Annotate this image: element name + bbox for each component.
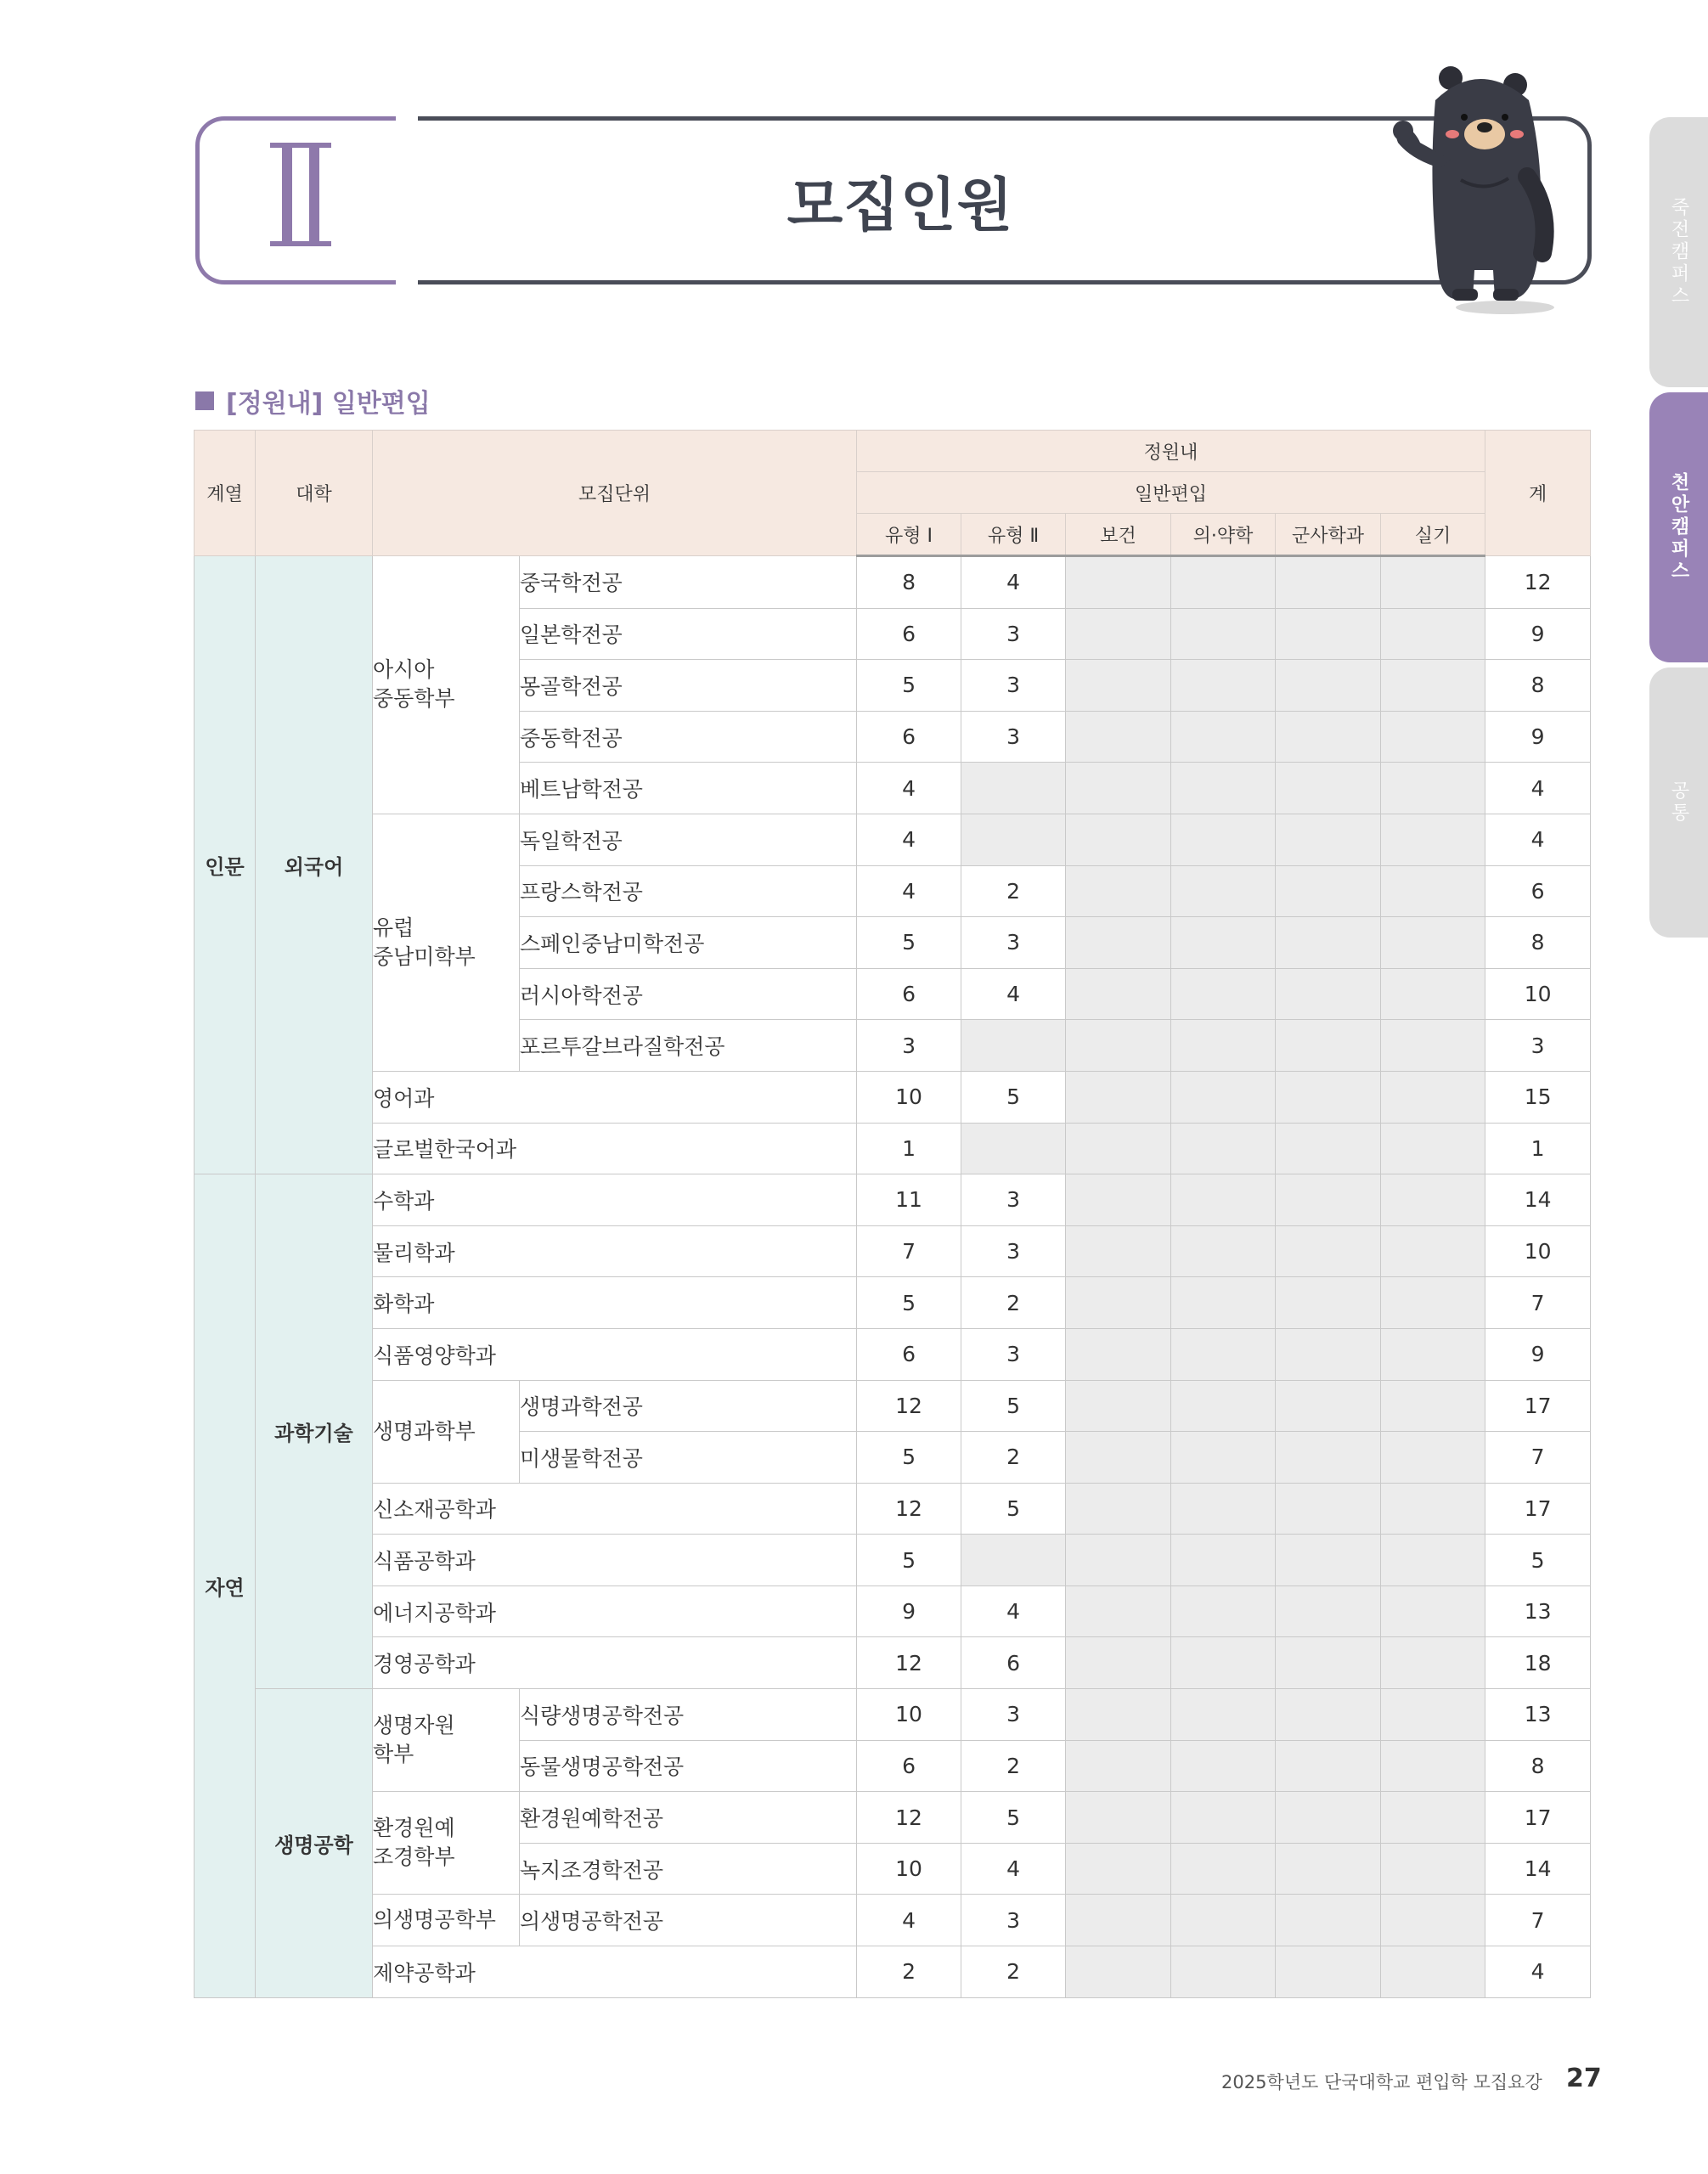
type1-cell: 3 [857,1020,961,1072]
health-cell [1066,556,1171,609]
table-row [194,814,1591,865]
medpharm-cell [1171,1895,1276,1946]
unit-cell: 녹지조경학전공 [520,1843,857,1895]
type2-cell: 2 [961,1277,1066,1329]
type2-cell: 4 [961,556,1066,609]
type2-cell: 5 [961,1380,1066,1432]
unit-cell: 동물생명공학전공 [520,1740,857,1792]
table-row [194,1792,1591,1844]
type2-cell [961,1535,1066,1586]
bear-mascot-icon [1369,66,1564,318]
header-college: 대학 [256,431,373,556]
medpharm-cell [1171,1123,1276,1174]
category-cell: 인문 [194,556,256,1174]
military-cell [1276,1689,1381,1741]
unit-cell: 경영공학과 [373,1637,857,1689]
type2-cell: 3 [961,1689,1066,1741]
square-bullet-icon [195,391,214,410]
type1-cell: 6 [857,608,961,660]
health-cell [1066,1174,1171,1226]
type2-cell: 3 [961,1895,1066,1946]
type1-cell: 12 [857,1483,961,1535]
health-cell [1066,1328,1171,1380]
table-row [194,1380,1591,1432]
unit-cell: 수학과 [373,1174,857,1226]
unit-cell: 영어과 [373,1071,857,1123]
unit-cell: 식량생명공학전공 [520,1689,857,1741]
total-cell: 15 [1485,1071,1591,1123]
table-row [194,1895,1591,1946]
footer-text: 2025학년도 단국대학교 편입학 모집요강 [1221,2072,1542,2092]
practical-cell [1381,1432,1485,1484]
table-row [194,1483,1591,1535]
type1-cell: 4 [857,763,961,814]
unit-cell: 베트남학전공 [520,763,857,814]
total-cell: 4 [1485,814,1591,865]
college-cell: 외국어 [256,556,373,1174]
health-cell [1066,1895,1171,1946]
type1-cell: 5 [857,1432,961,1484]
practical-cell [1381,1174,1485,1226]
type2-cell: 2 [961,1946,1066,1998]
type2-cell [961,814,1066,865]
total-cell: 10 [1485,968,1591,1020]
unit-cell: 물리학과 [373,1225,857,1277]
type2-cell: 2 [961,1740,1066,1792]
health-cell [1066,1483,1171,1535]
practical-cell [1381,1585,1485,1637]
total-cell: 8 [1485,660,1591,712]
total-cell: 8 [1485,1740,1591,1792]
military-cell [1276,711,1381,763]
total-cell: 1 [1485,1123,1591,1174]
type1-cell: 10 [857,1843,961,1895]
type2-cell: 4 [961,968,1066,1020]
health-cell [1066,968,1171,1020]
college-cell: 생명공학 [256,1689,373,1998]
health-cell [1066,1380,1171,1432]
type2-cell: 5 [961,1792,1066,1844]
total-cell: 14 [1485,1174,1591,1226]
table-row [194,1535,1591,1586]
total-cell: 4 [1485,763,1591,814]
unit-cell: 프랑스학전공 [520,865,857,917]
military-cell [1276,1071,1381,1123]
health-cell [1066,1637,1171,1689]
health-cell [1066,1432,1171,1484]
unit-cell: 중동학전공 [520,711,857,763]
page-number: 27 [1566,2064,1602,2093]
unit-cell: 미생물학전공 [520,1432,857,1484]
medpharm-cell [1171,660,1276,712]
military-cell [1276,814,1381,865]
table-row [194,1277,1591,1329]
type1-cell: 5 [857,1535,961,1586]
page-title: 모집인원 [786,172,1014,239]
type1-cell: 10 [857,1689,961,1741]
type2-cell [961,1123,1066,1174]
unit-cell: 러시아학전공 [520,968,857,1020]
unit-cell: 중국학전공 [520,556,857,609]
military-cell [1276,1895,1381,1946]
table-row [194,556,1591,609]
side-tab-jukjeon[interactable]: 죽전캠퍼스 [1649,117,1708,387]
health-cell [1066,917,1171,969]
health-cell [1066,1946,1171,1998]
unit-cell: 제약공학과 [373,1946,857,1998]
military-cell [1276,968,1381,1020]
header-medpharm: 의·약학 [1171,514,1276,556]
total-cell: 18 [1485,1637,1591,1689]
header-subgroup: 일반편입 [857,472,1485,514]
type2-cell: 5 [961,1483,1066,1535]
unit-cell: 스페인중남미학전공 [520,917,857,969]
health-cell [1066,711,1171,763]
type1-cell: 6 [857,1328,961,1380]
type2-cell: 3 [961,1328,1066,1380]
section-title: [정원내] 일반편입 [195,382,431,420]
unit-cell: 에너지공학과 [373,1585,857,1637]
medpharm-cell [1171,1380,1276,1432]
practical-cell [1381,1380,1485,1432]
military-cell [1276,556,1381,609]
total-cell: 14 [1485,1843,1591,1895]
division-cell: 의생명공학부 [373,1895,520,1946]
table-row [194,1225,1591,1277]
type1-cell: 2 [857,1946,961,1998]
military-cell [1276,1020,1381,1072]
type2-cell [961,1020,1066,1072]
medpharm-cell [1171,1277,1276,1329]
medpharm-cell [1171,814,1276,865]
practical-cell [1381,1071,1485,1123]
military-cell [1276,1225,1381,1277]
practical-cell [1381,1328,1485,1380]
type1-cell: 6 [857,711,961,763]
practical-cell [1381,1895,1485,1946]
unit-cell: 생명과학전공 [520,1380,857,1432]
medpharm-cell [1171,1585,1276,1637]
division-cell: 환경원예 조경학부 [373,1792,520,1895]
header-total: 계 [1485,431,1591,556]
total-cell: 7 [1485,1277,1591,1329]
practical-cell [1381,1946,1485,1998]
practical-cell [1381,1123,1485,1174]
type1-cell: 5 [857,1277,961,1329]
health-cell [1066,1689,1171,1741]
medpharm-cell [1171,608,1276,660]
practical-cell [1381,814,1485,865]
type2-cell [961,763,1066,814]
military-cell [1276,917,1381,969]
health-cell [1066,660,1171,712]
military-cell [1276,763,1381,814]
health-cell [1066,1585,1171,1637]
table-row [194,1689,1591,1741]
practical-cell [1381,968,1485,1020]
type1-cell: 5 [857,660,961,712]
total-cell: 12 [1485,556,1591,609]
medpharm-cell [1171,1689,1276,1741]
military-cell [1276,1585,1381,1637]
type2-cell: 3 [961,660,1066,712]
type2-cell: 3 [961,608,1066,660]
medpharm-cell [1171,865,1276,917]
medpharm-cell [1171,968,1276,1020]
practical-cell [1381,1689,1485,1741]
header-health: 보건 [1066,514,1171,556]
division-cell: 생명과학부 [373,1380,520,1483]
type1-cell: 12 [857,1637,961,1689]
total-cell: 5 [1485,1535,1591,1586]
division-cell: 생명자원 학부 [373,1689,520,1792]
total-cell: 13 [1485,1689,1591,1741]
military-cell [1276,1432,1381,1484]
table-row [194,1174,1591,1226]
type1-cell: 5 [857,917,961,969]
unit-cell: 포르투갈브라질학전공 [520,1020,857,1072]
type1-cell: 4 [857,1895,961,1946]
type2-cell: 4 [961,1843,1066,1895]
unit-cell: 식품영양학과 [373,1328,857,1380]
total-cell: 17 [1485,1483,1591,1535]
practical-cell [1381,1637,1485,1689]
type1-cell: 6 [857,968,961,1020]
type2-cell: 3 [961,917,1066,969]
practical-cell [1381,711,1485,763]
type1-cell: 11 [857,1174,961,1226]
header-type1: 유형 Ⅰ [857,514,961,556]
total-cell: 6 [1485,865,1591,917]
type2-cell: 3 [961,711,1066,763]
practical-cell [1381,1535,1485,1586]
total-cell: 13 [1485,1585,1591,1637]
practical-cell [1381,1020,1485,1072]
health-cell [1066,1740,1171,1792]
military-cell [1276,1946,1381,1998]
health-cell [1066,608,1171,660]
health-cell [1066,814,1171,865]
practical-cell [1381,763,1485,814]
header-military: 군사학과 [1276,514,1381,556]
medpharm-cell [1171,556,1276,609]
total-cell: 17 [1485,1792,1591,1844]
total-cell: 9 [1485,1328,1591,1380]
medpharm-cell [1171,1020,1276,1072]
medpharm-cell [1171,917,1276,969]
medpharm-cell [1171,1535,1276,1586]
total-cell: 7 [1485,1895,1591,1946]
type1-cell: 4 [857,865,961,917]
total-cell: 3 [1485,1020,1591,1072]
type1-cell: 10 [857,1071,961,1123]
table-body [194,556,1591,1998]
medpharm-cell [1171,1225,1276,1277]
table-row [194,1071,1591,1123]
total-cell: 7 [1485,1432,1591,1484]
military-cell [1276,608,1381,660]
medpharm-cell [1171,1843,1276,1895]
type1-cell: 1 [857,1123,961,1174]
unit-cell: 식품공학과 [373,1535,857,1586]
military-cell [1276,1637,1381,1689]
quota-table [194,430,1591,1998]
health-cell [1066,865,1171,917]
header-group: 정원내 [857,431,1485,472]
medpharm-cell [1171,1946,1276,1998]
military-cell [1276,1535,1381,1586]
military-cell [1276,660,1381,712]
military-cell [1276,1843,1381,1895]
side-tab-cheonan[interactable]: 천안캠퍼스 [1649,392,1708,662]
medpharm-cell [1171,1792,1276,1844]
header-practical: 실기 [1381,514,1485,556]
health-cell [1066,763,1171,814]
table-row [194,1946,1591,1998]
medpharm-cell [1171,1740,1276,1792]
medpharm-cell [1171,1637,1276,1689]
practical-cell [1381,1483,1485,1535]
medpharm-cell [1171,1432,1276,1484]
header-category: 계열 [194,431,256,556]
unit-cell: 독일학전공 [520,814,857,865]
military-cell [1276,1483,1381,1535]
practical-cell [1381,1740,1485,1792]
type1-cell: 4 [857,814,961,865]
practical-cell [1381,865,1485,917]
unit-cell: 일본학전공 [520,608,857,660]
unit-cell: 화학과 [373,1277,857,1329]
chapter-numeral [270,143,331,246]
military-cell [1276,1792,1381,1844]
type2-cell: 2 [961,1432,1066,1484]
medpharm-cell [1171,1071,1276,1123]
total-cell: 8 [1485,917,1591,969]
unit-cell: 글로벌한국어과 [373,1123,857,1174]
type2-cell: 3 [961,1174,1066,1226]
practical-cell [1381,1225,1485,1277]
medpharm-cell [1171,763,1276,814]
unit-cell: 의생명공학전공 [520,1895,857,1946]
header-type2: 유형 Ⅱ [961,514,1066,556]
type1-cell: 6 [857,1740,961,1792]
practical-cell [1381,1843,1485,1895]
military-cell [1276,1740,1381,1792]
health-cell [1066,1225,1171,1277]
military-cell [1276,1174,1381,1226]
table-row [194,1328,1591,1380]
health-cell [1066,1792,1171,1844]
type1-cell: 8 [857,556,961,609]
table-row [194,1585,1591,1637]
total-cell: 17 [1485,1380,1591,1432]
college-cell: 과학기술 [256,1174,373,1689]
category-cell: 자연 [194,1174,256,1998]
military-cell [1276,1277,1381,1329]
military-cell [1276,1380,1381,1432]
health-cell [1066,1123,1171,1174]
health-cell [1066,1535,1171,1586]
medpharm-cell [1171,1174,1276,1226]
health-cell [1066,1843,1171,1895]
unit-cell: 환경원예학전공 [520,1792,857,1844]
practical-cell [1381,917,1485,969]
practical-cell [1381,1277,1485,1329]
division-cell: 아시아 중동학부 [373,556,520,814]
medpharm-cell [1171,711,1276,763]
practical-cell [1381,1792,1485,1844]
type1-cell: 9 [857,1585,961,1637]
header-unit: 모집단위 [373,431,857,556]
total-cell: 9 [1485,608,1591,660]
type1-cell: 12 [857,1792,961,1844]
health-cell [1066,1071,1171,1123]
health-cell [1066,1020,1171,1072]
total-cell: 4 [1485,1946,1591,1998]
type2-cell: 2 [961,865,1066,917]
unit-cell: 신소재공학과 [373,1483,857,1535]
medpharm-cell [1171,1328,1276,1380]
type1-cell: 12 [857,1380,961,1432]
military-cell [1276,1328,1381,1380]
table-row [194,1123,1591,1174]
total-cell: 10 [1485,1225,1591,1277]
unit-cell: 몽골학전공 [520,660,857,712]
total-cell: 9 [1485,711,1591,763]
type2-cell: 4 [961,1585,1066,1637]
division-cell: 유럽 중남미학부 [373,814,520,1071]
military-cell [1276,1123,1381,1174]
practical-cell [1381,608,1485,660]
military-cell [1276,865,1381,917]
practical-cell [1381,660,1485,712]
health-cell [1066,1277,1171,1329]
table-row [194,1637,1591,1689]
medpharm-cell [1171,1483,1276,1535]
side-tab-common[interactable]: 공통 [1649,667,1708,938]
type2-cell: 3 [961,1225,1066,1277]
practical-cell [1381,556,1485,609]
type2-cell: 5 [961,1071,1066,1123]
type2-cell: 6 [961,1637,1066,1689]
type1-cell: 7 [857,1225,961,1277]
